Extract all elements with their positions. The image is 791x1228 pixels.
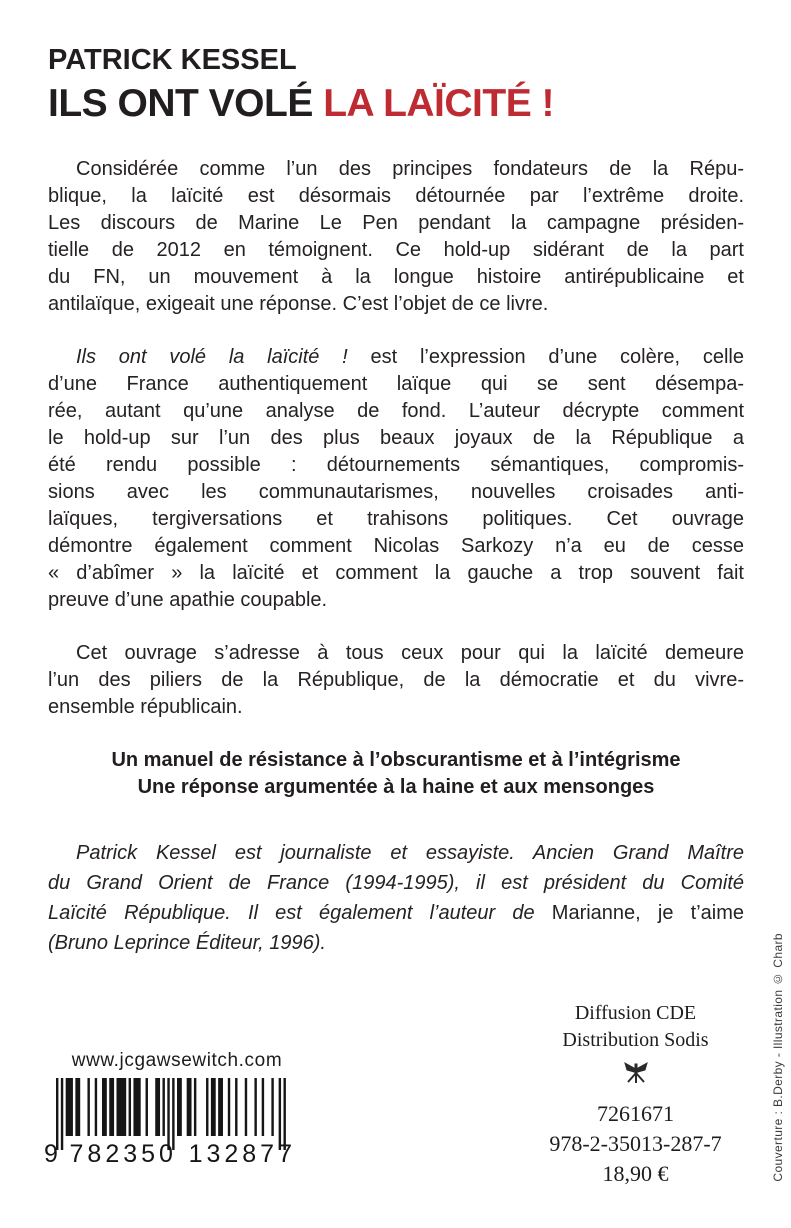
text-line: Les discours de Marine Le Pen pendant la campagne présiden- [48, 212, 744, 234]
text-segment: est l’expression d’une colère, celle [347, 346, 744, 368]
publisher-website: www.jcgawsewitch.com [71, 1050, 283, 1071]
text-line: démontre également comment Nicolas Sarkozy n’a eu de cesse [48, 535, 744, 557]
barcode [44, 1078, 296, 1169]
paragraph-3 [48, 640, 744, 721]
product-code: 7261671 [597, 1101, 674, 1126]
diffusion-line: Diffusion CDE [574, 1002, 697, 1024]
text-line: tielle de 2012 en témoignent. Ce hold-up sidérant de la part [48, 239, 744, 261]
text-line: rée, autant qu’une analyse de fond. L’auteur décrypte comment [48, 400, 744, 422]
text-line: du Grand Orient de France (1994-1995), il est président du Comité [48, 872, 744, 894]
barcode-digits [44, 1140, 296, 1169]
isbn-number: 978-2-35013-287-7 [549, 1131, 722, 1156]
slogan-lines [48, 747, 744, 801]
text-line [48, 344, 744, 371]
publisher-logo-icon [623, 1061, 649, 1085]
text-line: été rendu possible : détournements sémantiques, compromis- [48, 454, 744, 476]
text-line: sions avec les communautarismes, nouvelles croisades anti- [48, 481, 744, 503]
paragraph-1 [48, 156, 744, 318]
barcode-digit-first: 9 [44, 1140, 58, 1168]
text-line: Considérée comme l’un des principes fondateurs de la Répu- [76, 158, 744, 180]
book-title-black: ILS ONT VOLÉ [48, 82, 324, 125]
book-title-red: LA LAÏCITÉ ! [323, 82, 555, 125]
text-segment: Marianne, je t’aime [551, 902, 744, 924]
author-bio [48, 838, 744, 958]
publisher-info-column [538, 1000, 733, 1189]
text-line: ensemble républicain. [48, 696, 243, 718]
text-line: Cet ouvrage s’adresse à tous ceux pour qui la laïcité demeure [76, 642, 744, 664]
text-line: Un manuel de résistance à l’obscurantisme et à l’intégrisme [111, 749, 681, 771]
text-line: Patrick Kessel est journaliste et essayiste. Ancien Grand Maître [76, 842, 744, 864]
text-line: Une réponse argumentée à la haine et aux mensonges [137, 776, 655, 798]
author-name: PATRICK KESSEL [48, 44, 297, 76]
text-line: laïques, tergiversations et trahisons politiques. Cet ouvrage [48, 508, 744, 530]
text-segment: Laïcité République. Il est également l’auteur de [48, 902, 552, 924]
price: 18,90 € [602, 1161, 669, 1186]
text-line: le hold-up sur l’un des plus beaux joyaux de la République a [48, 427, 744, 449]
text-line: preuve d’une apathie coupable. [48, 589, 328, 611]
text-line: (Bruno Leprince Éditeur, 1996). [48, 932, 326, 954]
paragraph-2 [48, 344, 744, 614]
cover-credit: Couverture : B.Derby - Illustration © Charb [771, 933, 785, 1182]
book-title [48, 80, 744, 128]
distribution-line: Distribution Sodis [562, 1029, 709, 1051]
text-line: d’une France authentiquement laïque qui se sent désempa- [48, 373, 744, 395]
text-line [48, 898, 744, 928]
text-line: blique, la laïcité est désormais détournée par l’extrême droite. [48, 185, 744, 207]
barcode-digit-group2: 132877 [188, 1140, 296, 1168]
text-line: l’un des piliers de la République, de la démocratie et du vivre- [48, 669, 744, 691]
text-line: antilaïque, exigeait une réponse. C’est l’objet de ce livre. [48, 293, 549, 315]
text-line: « d’abîmer » la laïcité et comment la gauche a trop souvent fait [48, 562, 744, 584]
barcode-digit-group1: 782350 [69, 1140, 177, 1168]
text-line: du FN, un mouvement à la longue histoire antirépublicaine et [48, 266, 744, 288]
back-cover-text [48, 156, 744, 721]
text-segment: Ils ont volé la laïcité ! [76, 346, 348, 368]
